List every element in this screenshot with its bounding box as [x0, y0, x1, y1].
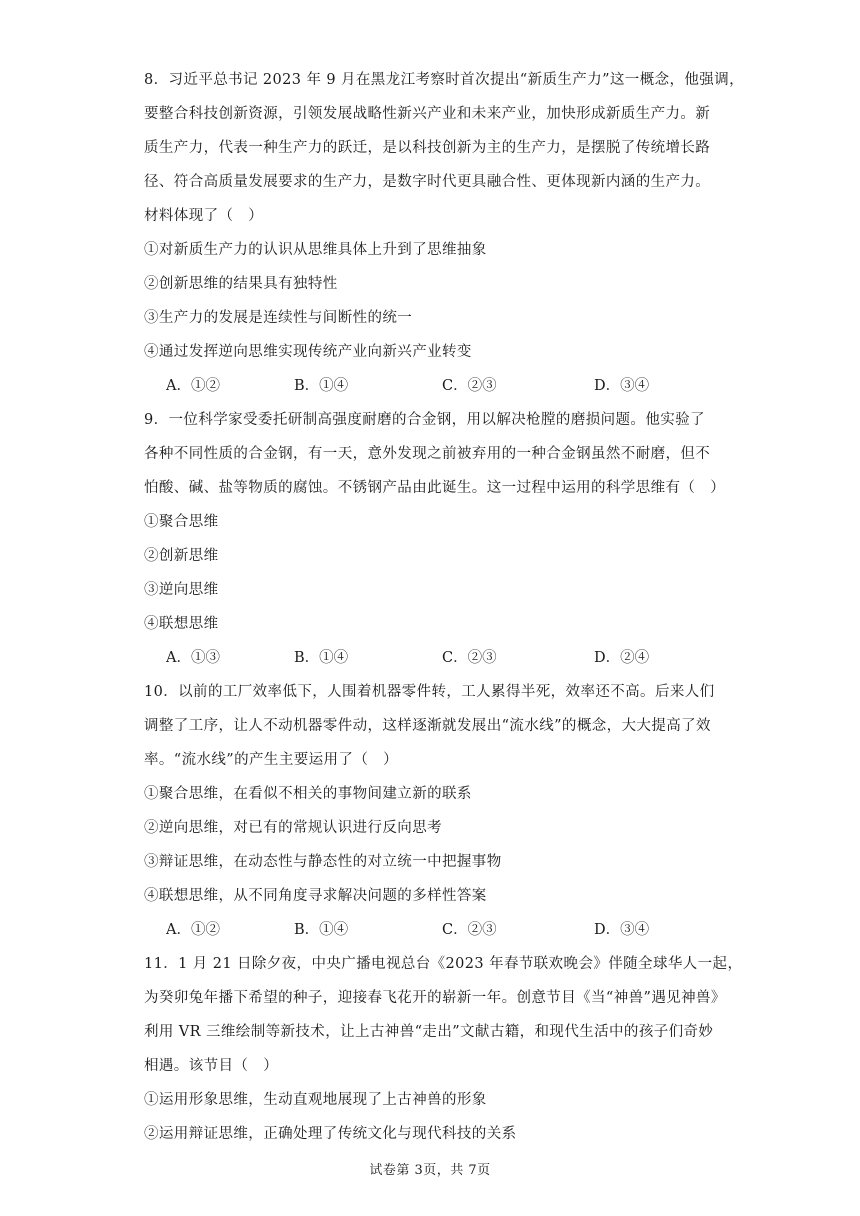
answer-options: [166, 376, 726, 396]
question-stem-line: 要整合科技创新资源，引领发展战略性新兴产业和未来产业，加快形成新质生产力。新: [144, 106, 711, 122]
question-stem-line: 率。“流水线”的产生主要运用了（ ）: [144, 752, 399, 768]
option-c: C．②③: [442, 922, 497, 938]
option-c: C．②③: [442, 378, 497, 394]
question-stem-line: 各种不同性质的合金钢，有一天，意外发现之前被弃用的一种合金钢虽然不耐磨，但不: [144, 446, 711, 462]
statement-item: ①聚合思维: [144, 514, 219, 530]
statement-item: ③生产力的发展是连续性与间断性的统一: [144, 310, 413, 326]
question-stem-line: 相遇。该节目（ ）: [144, 1058, 279, 1074]
option-b: B．①④: [294, 650, 349, 666]
option-d: D．②④: [594, 650, 650, 666]
question-stem-line: 调整了工序，让人不动机器零件动，这样逐渐就发展出“流水线”的概念，大大提高了效: [144, 718, 711, 734]
question-stem-line: 材料体现了（ ）: [144, 208, 264, 224]
question-stem-line: 利用 VR 三维绘制等新技术，让上古神兽“走出”文献古籍，和现代生活中的孩子们奇妙: [144, 1024, 714, 1040]
statement-item: ④联想思维: [144, 616, 219, 632]
statement-item: ①聚合思维，在看似不相关的事物间建立新的联系: [144, 786, 472, 802]
option-a: A．①③: [166, 650, 220, 666]
question-stem-line: 8．习近平总书记 2023 年 9 月在黑龙江考察时首次提出“新质生产力”这一概念，他强调，: [144, 72, 745, 88]
statement-item: ②创新思维的结果具有独特性: [144, 276, 338, 292]
option-d: D．③④: [594, 378, 650, 394]
statement-item: ④通过发挥逆向思维实现传统产业向新兴产业转变: [144, 344, 472, 360]
statement-item: ①对新质生产力的认识从思维具体上升到了思维抽象: [144, 242, 487, 258]
answer-options: [166, 920, 726, 940]
statement-item: ③辩证思维，在动态性与静态性的对立统一中把握事物: [144, 854, 502, 870]
statement-item: ④联想思维，从不同角度寻求解决问题的多样性答案: [144, 888, 487, 904]
question-stem-line: 10．以前的工厂效率低下，人围着机器零件转，工人累得半死，效率还不高。后来人们: [144, 684, 715, 700]
question-stem-line: 怕酸、碱、盐等物质的腐蚀。不锈钢产品由此诞生。这一过程中运用的科学思维有（ ）: [144, 480, 726, 496]
option-b: B．①④: [294, 378, 349, 394]
page-footer: 试卷第 3页，共 7页: [369, 1163, 491, 1178]
statement-item: ②运用辩证思维，正确处理了传统文化与现代科技的关系: [144, 1126, 517, 1142]
statement-item: ②逆向思维，对已有的常规认识进行反向思考: [144, 820, 442, 836]
option-a: A．①②: [166, 922, 220, 938]
option-a: A．①②: [166, 378, 220, 394]
question-stem-line: 11．1 月 21 日除夕夜，中央广播电视总台《2023 年春节联欢晚会》伴随全球华人一起，: [144, 956, 743, 972]
answer-options: [166, 648, 726, 668]
statement-item: ③逆向思维: [144, 582, 219, 598]
option-d: D．③④: [594, 922, 650, 938]
option-c: C．②③: [442, 650, 497, 666]
question-stem-line: 径、符合高质量发展要求的生产力，是数字时代更具融合性、更体现新内涵的生产力。: [144, 174, 711, 190]
question-stem-line: 为癸卯兔年播下希望的种子，迎接春飞花开的崭新一年。创意节目《当“神兽”遇见神兽》: [144, 990, 726, 1006]
question-stem-line: 质生产力，代表一种生产力的跃迁，是以科技创新为主的生产力，是摆脱了传统增长路: [144, 140, 711, 156]
statement-item: ②创新思维: [144, 548, 219, 564]
option-b: B．①④: [294, 922, 349, 938]
statement-item: ①运用形象思维，生动直观地展现了上古神兽的形象: [144, 1092, 487, 1108]
question-stem-line: 9．一位科学家受委托研制高强度耐磨的合金钢，用以解决枪膛的磨损问题。他实验了: [144, 412, 705, 428]
